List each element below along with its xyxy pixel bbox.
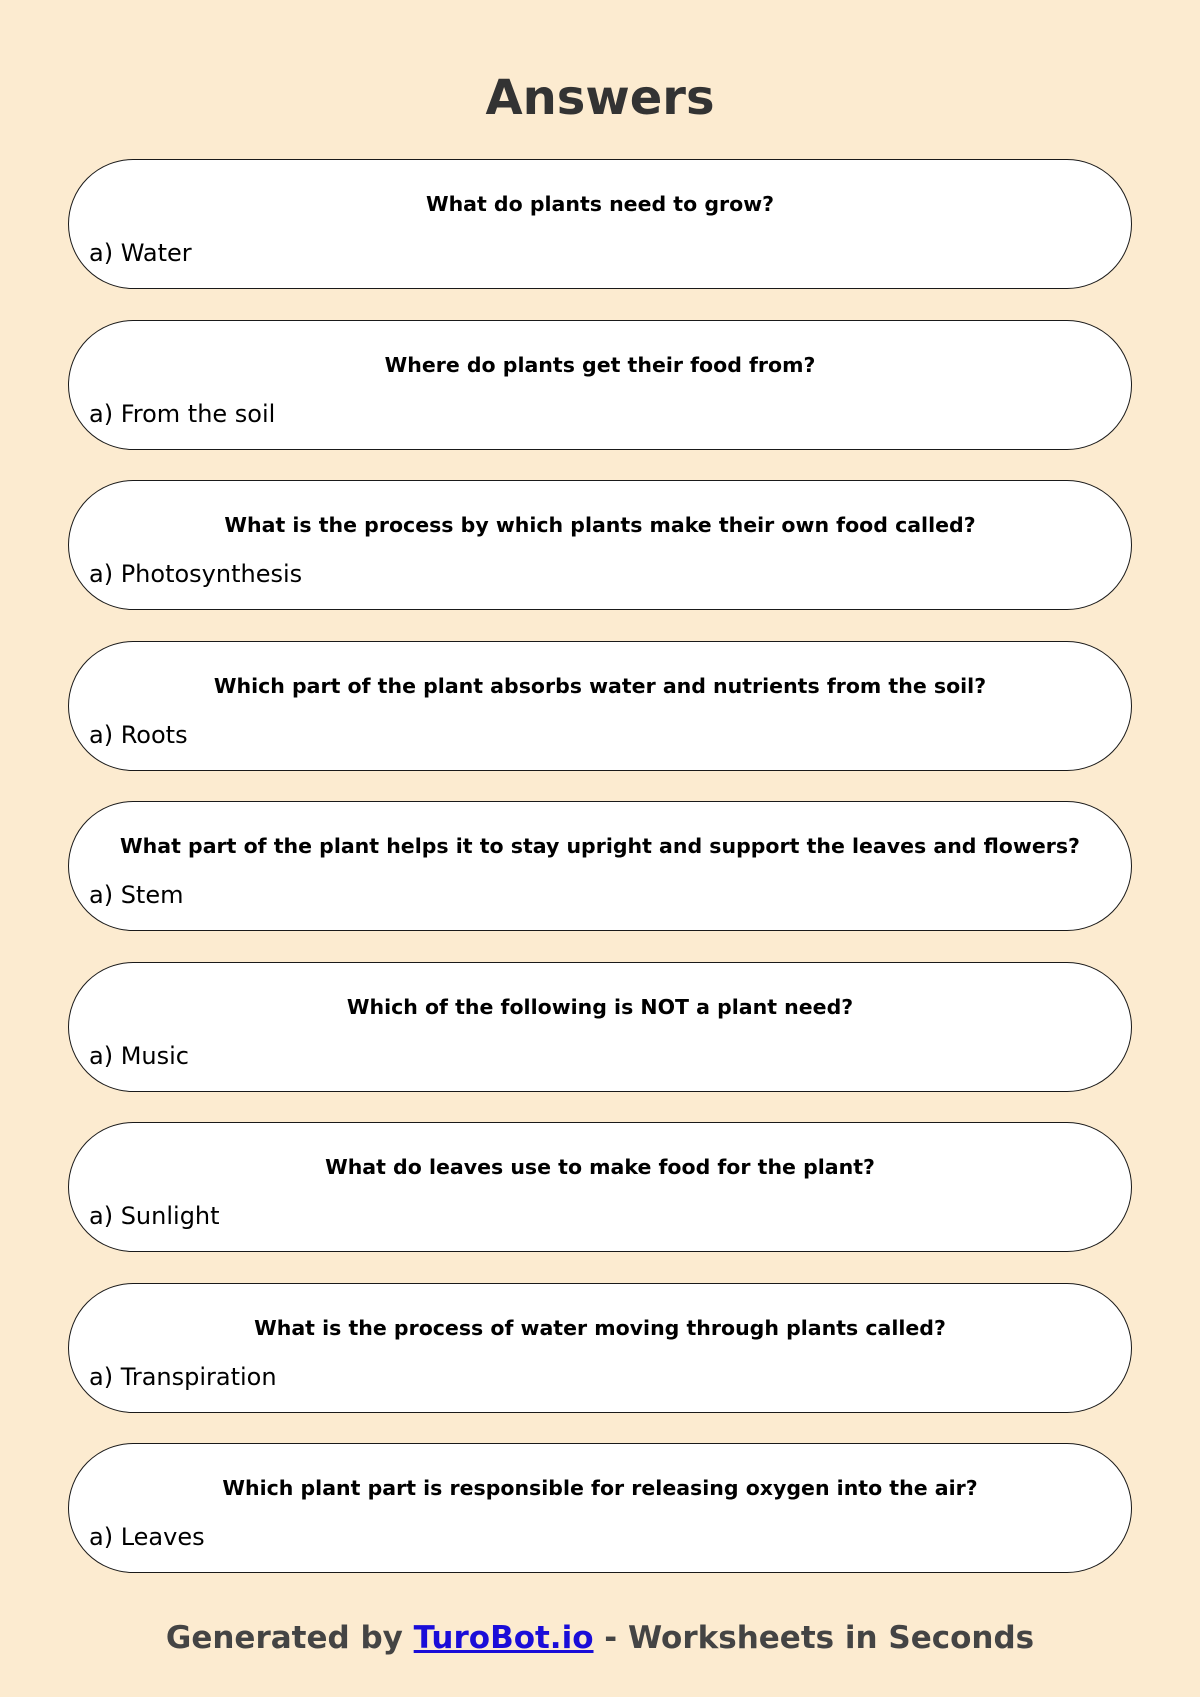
footer-prefix: Generated by	[165, 1620, 414, 1656]
answer-text: a) Music	[89, 1041, 189, 1070]
question-text: Which of the following is NOT a plant need?	[346, 994, 854, 1019]
question-text: Which part of the plant absorbs water and nutrients from the soil?	[213, 673, 987, 698]
footer-credit	[0, 1618, 1200, 1658]
answer-text: a) Stem	[89, 881, 184, 909]
answer-card	[68, 480, 1132, 610]
answer-card	[68, 1283, 1132, 1413]
answer-card	[68, 641, 1132, 771]
answer-card	[68, 801, 1132, 931]
question-text: What is the process by which plants make their own food called?	[224, 513, 976, 537]
question-text: What do plants need to grow?	[425, 192, 775, 216]
answer-text: a) Transpiration	[89, 1362, 277, 1391]
answer-text: a) Photosynthesis	[89, 560, 303, 588]
question-text: Which plant part is responsible for releasing oxygen into the air?	[222, 1476, 978, 1500]
answer-card	[68, 1122, 1132, 1252]
answer-card	[68, 962, 1132, 1092]
footer-suffix: - Worksheets in Seconds	[593, 1620, 1035, 1656]
answer-text: a) Roots	[89, 720, 188, 749]
answer-card	[68, 159, 1132, 289]
answer-text: a) Sunlight	[89, 1202, 220, 1230]
answer-text: a) Water	[89, 239, 192, 267]
answer-card	[68, 1443, 1132, 1573]
turobot-link[interactable]: TuroBot.io	[413, 1620, 594, 1656]
question-text: What part of the plant helps it to stay upright and support the leaves and flowers?	[120, 834, 1080, 858]
answer-card	[68, 320, 1132, 450]
answer-text: a) From the soil	[89, 399, 276, 428]
answer-list	[68, 159, 1132, 1604]
page-title: Answers	[485, 70, 715, 126]
question-text: What is the process of water moving through plants called?	[254, 1315, 946, 1340]
answer-text: a) Leaves	[89, 1523, 205, 1551]
question-text: Where do plants get their food from?	[384, 352, 816, 377]
question-text: What do leaves use to make food for the plant?	[325, 1155, 875, 1179]
